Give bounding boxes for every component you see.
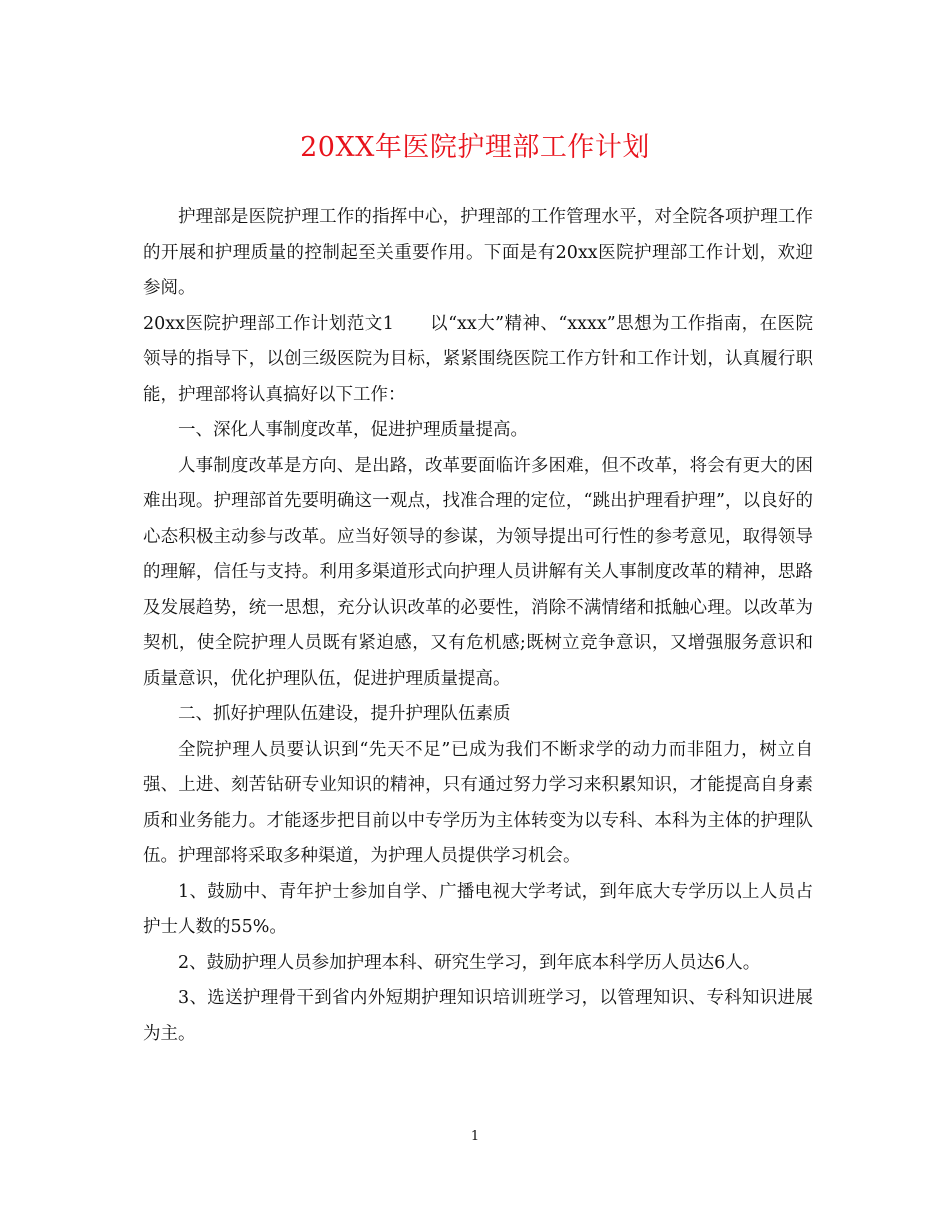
- list-item-3: 3、选送护理骨干到省内外短期护理知识培训班学习，以管理知识、专科知识进展为主。: [143, 988, 813, 1044]
- section-heading-1: 一、深化人事制度改革，促进护理质量提高。: [178, 420, 528, 440]
- list-item-1: 1、鼓励中、青年护士参加自学、广播电视大学考试，到年底大专学历以上人员占护士人数的55%。: [143, 881, 813, 937]
- document-body: [143, 200, 813, 1052]
- section-heading-2: 二、抓好护理队伍建设，提升护理队伍素质: [178, 704, 511, 724]
- intro-paragraph: 护理部是医院护理工作的指挥中心，护理部的工作管理水平，对全院各项护理工作的开展和护理质量的控制起至关重要作用。下面是有20xx医院护理部工作计划，欢迎参阅。: [143, 207, 813, 298]
- sample-intro-paragraph: 20xx医院护理部工作计划范文1 以“xx大”精神、“xxxx”思想为工作指南，在医院领导的指导下，以创三级医院为目标，紧紧围绕医院工作方针和工作计划，认真履行职能，护理部将认真搞好以下工作：: [143, 313, 813, 405]
- section-2-paragraph: 全院护理人员要认识到“先天不足”已成为我们不断求学的动力而非阻力，树立自强、上进、刻苦钻研专业知识的精神，只有通过努力学习来积累知识，才能提高自身素质和业务能力。才能逐步把目前以中专学历为主体转变为以专科、本科为主体的护理队伍。护理部将采取多种渠道，为护理人员提供学习机会。: [143, 739, 813, 866]
- document-title: 20XX年医院护理部工作计划: [300, 132, 650, 163]
- page-number: 1: [470, 1129, 480, 1144]
- section-1-paragraph: 人事制度改革是方向、是出路，改革要面临许多困难，但不改革，将会有更大的困难出现。护理部首先要明确这一观点，找准合理的定位，“跳出护理看护理”，以良好的心态积极主动参与改革。应当好领导的参谋，为领导提出可行性的参考意见，取得领导的理解，信任与支持。利用多渠道形式向护理人员讲解有关人事制度改革的精神，思路及发展趋势，统一思想，充分认识改革的必要性，消除不满情绪和抵触心理。以改革为契机，使全院护理人员既有紧迫感，又有危机感;既树立竞争意识，又增强服务意识和质量意识，优化护理队伍，促进护理质量提高。: [143, 455, 813, 689]
- list-item-2: 2、鼓励护理人员参加护理本科、研究生学习，到年底本科学历人员达6人。: [178, 952, 761, 973]
